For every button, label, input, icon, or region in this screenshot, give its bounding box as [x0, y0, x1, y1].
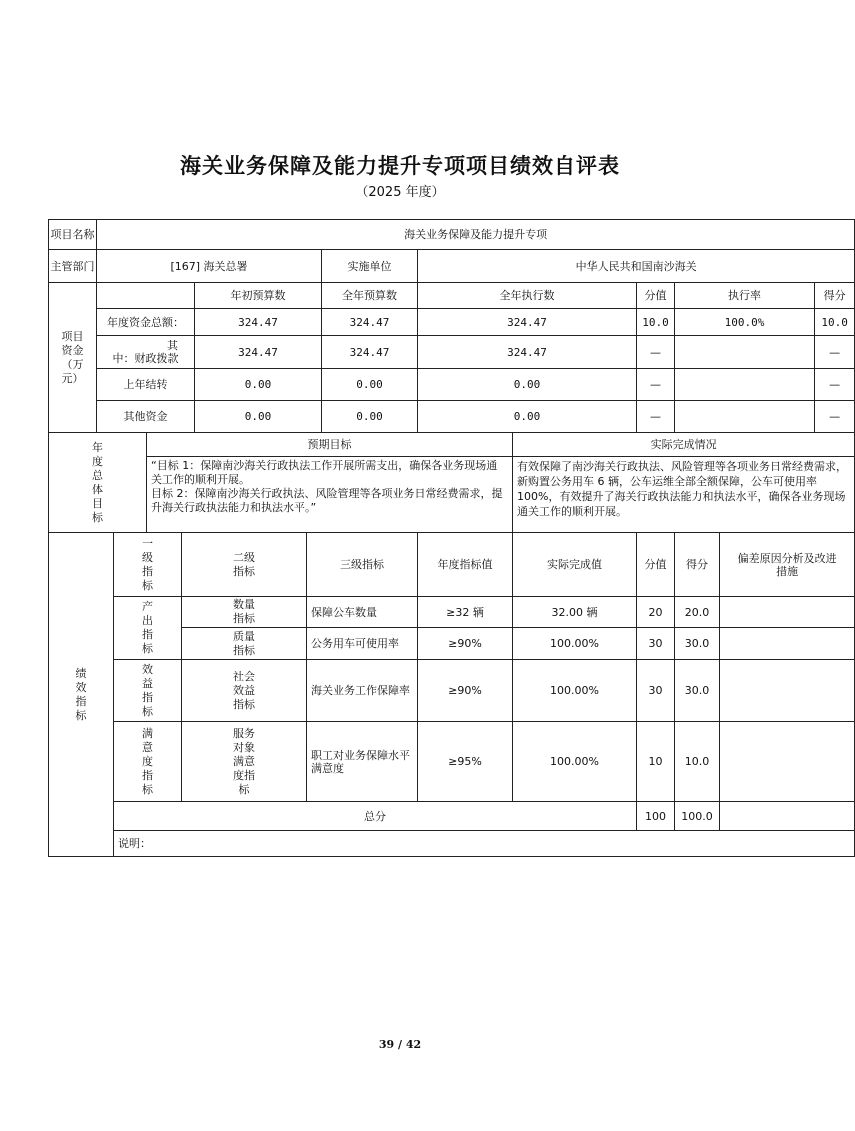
funds-cell: — [815, 369, 855, 401]
level2-cell: 数量指标 [182, 597, 307, 628]
level1-cell: 满意度指标 [114, 722, 182, 802]
row-funds-fiscal [49, 336, 855, 369]
performance-table [48, 219, 855, 857]
funds-header-0: 年初预算数 [195, 283, 322, 309]
funds-cell: 324.47 [195, 336, 322, 369]
project-name-value: 海关业务保障及能力提升专项 [97, 220, 855, 250]
score-cell: 10.0 [675, 722, 720, 802]
funds-cell: 0.00 [322, 369, 418, 401]
target-cell: ≥90% [418, 660, 513, 722]
header-target: 年度指标值 [418, 533, 513, 597]
score-value-cell: 30 [637, 628, 675, 660]
page-number: 39 / 42 [378, 1038, 422, 1051]
funds-cell: 324.47 [322, 309, 418, 336]
table-row [49, 660, 855, 722]
actual-cell: 32.00 辆 [513, 597, 637, 628]
row-funds-other [49, 401, 855, 433]
score-value-cell: 10 [637, 722, 675, 802]
goals-expected-header: 预期目标 [147, 433, 513, 457]
target-cell: ≥32 辆 [418, 597, 513, 628]
funds-cell: 0.00 [195, 369, 322, 401]
level3-cell: 保障公车数量 [307, 597, 418, 628]
level1-cell: 效益指标 [114, 660, 182, 722]
table-row [49, 722, 855, 802]
total-score: 100.0 [675, 802, 720, 831]
total-score-value: 100 [637, 802, 675, 831]
funds-cell [675, 336, 815, 369]
funds-cell: 0.00 [322, 401, 418, 433]
actual-cell: 100.00% [513, 722, 637, 802]
level3-cell: 海关业务工作保障率 [307, 660, 418, 722]
analysis-cell [720, 628, 855, 660]
score-value-cell: 30 [637, 660, 675, 722]
analysis-cell [720, 597, 855, 628]
dept-label: 主管部门 [49, 250, 97, 283]
funds-cell: 324.47 [322, 336, 418, 369]
funds-cell: 10.0 [637, 309, 675, 336]
goals-actual-text: 有效保障了南沙海关行政执法、风险管理等各项业务日常经费需求，新购置公务用车 6 辆，公车运维全部全额保障，公车可使用率 100%，有效提升了海关行政执法能力和执法水平，确保各业务现场通关工作的顺利开展。 [513, 457, 855, 533]
row-total [49, 802, 855, 831]
header-actual: 实际完成值 [513, 533, 637, 597]
funds-row-label: 其他资金 [97, 401, 195, 433]
funds-cell: 0.00 [195, 401, 322, 433]
funds-cell: 100.0% [675, 309, 815, 336]
row-project-name [49, 220, 855, 250]
target-cell: ≥95% [418, 722, 513, 802]
row-notes [49, 831, 855, 857]
row-funds-total [49, 309, 855, 336]
funds-row-label: 其 中：财政拨款 [97, 336, 195, 369]
header-level1: 一级指标 [114, 533, 182, 597]
row-funds-header [49, 283, 855, 309]
score-cell: 30.0 [675, 628, 720, 660]
target-cell: ≥90% [418, 628, 513, 660]
actual-cell: 100.00% [513, 660, 637, 722]
goals-section-label: 年度总体目标 [49, 433, 147, 533]
page-subtitle: （2025 年度） [355, 185, 445, 200]
row-funds-carryover [49, 369, 855, 401]
header-analysis: 偏差原因分析及改进措施 [720, 533, 855, 597]
indicators-section-label: 绩效指标 [49, 533, 114, 857]
level2-cell: 社会效益指标 [182, 660, 307, 722]
row-dept [49, 250, 855, 283]
funds-cell: 0.00 [418, 401, 637, 433]
analysis-cell [720, 722, 855, 802]
funds-row-label: 上年结转 [97, 369, 195, 401]
funds-row-label: 年度资金总额： [97, 309, 195, 336]
notes-label: 说明： [114, 831, 855, 857]
funds-cell: 324.47 [418, 309, 637, 336]
funds-cell: — [815, 401, 855, 433]
funds-section-label: 项目资金（万元） [49, 283, 97, 433]
total-analysis [720, 802, 855, 831]
row-indicators-header [49, 533, 855, 597]
header-level2: 二级指标 [182, 533, 307, 597]
funds-cell: — [637, 369, 675, 401]
page-title: 海关业务保障及能力提升专项项目绩效自评表 [180, 153, 620, 178]
level3-cell: 职工对业务保障水平满意度 [307, 722, 418, 802]
funds-header-3: 分值 [637, 283, 675, 309]
project-name-label: 项目名称 [49, 220, 97, 250]
table-row [49, 597, 855, 628]
funds-cell [675, 369, 815, 401]
score-cell: 20.0 [675, 597, 720, 628]
funds-header-blank [97, 283, 195, 309]
funds-cell: — [815, 336, 855, 369]
unit-value: 中华人民共和国南沙海关 [418, 250, 855, 283]
row-goals-body [49, 457, 855, 533]
funds-cell: 10.0 [815, 309, 855, 336]
level3-cell: 公务用车可使用率 [307, 628, 418, 660]
score-cell: 30.0 [675, 660, 720, 722]
total-label: 总分 [114, 802, 637, 831]
funds-header-1: 全年预算数 [322, 283, 418, 309]
level1-cell: 产出指标 [114, 597, 182, 660]
score-value-cell: 20 [637, 597, 675, 628]
funds-header-5: 得分 [815, 283, 855, 309]
level2-cell: 质量指标 [182, 628, 307, 660]
funds-cell: — [637, 336, 675, 369]
unit-label: 实施单位 [322, 250, 418, 283]
header-score: 得分 [675, 533, 720, 597]
goals-actual-header: 实际完成情况 [513, 433, 855, 457]
header-score-value: 分值 [637, 533, 675, 597]
funds-header-2: 全年执行数 [418, 283, 637, 309]
row-goals-header [49, 433, 855, 457]
goals-expected-text: “目标 1：保障南沙海关行政执法工作开展所需支出，确保各业务现场通关工作的顺利开展。 目标 2：保障南沙海关行政执法、风险管理等各项业务日常经费需求，提升海关行政执法能力和执法水平。” [147, 457, 513, 533]
actual-cell: 100.00% [513, 628, 637, 660]
dept-value: [167] 海关总署 [97, 250, 322, 283]
funds-cell: 324.47 [418, 336, 637, 369]
funds-cell: 324.47 [195, 309, 322, 336]
funds-header-4: 执行率 [675, 283, 815, 309]
analysis-cell [720, 660, 855, 722]
funds-cell [675, 401, 815, 433]
level2-cell: 服务对象满意度指标 [182, 722, 307, 802]
funds-cell: — [637, 401, 675, 433]
header-level3: 三级指标 [307, 533, 418, 597]
funds-cell: 0.00 [418, 369, 637, 401]
